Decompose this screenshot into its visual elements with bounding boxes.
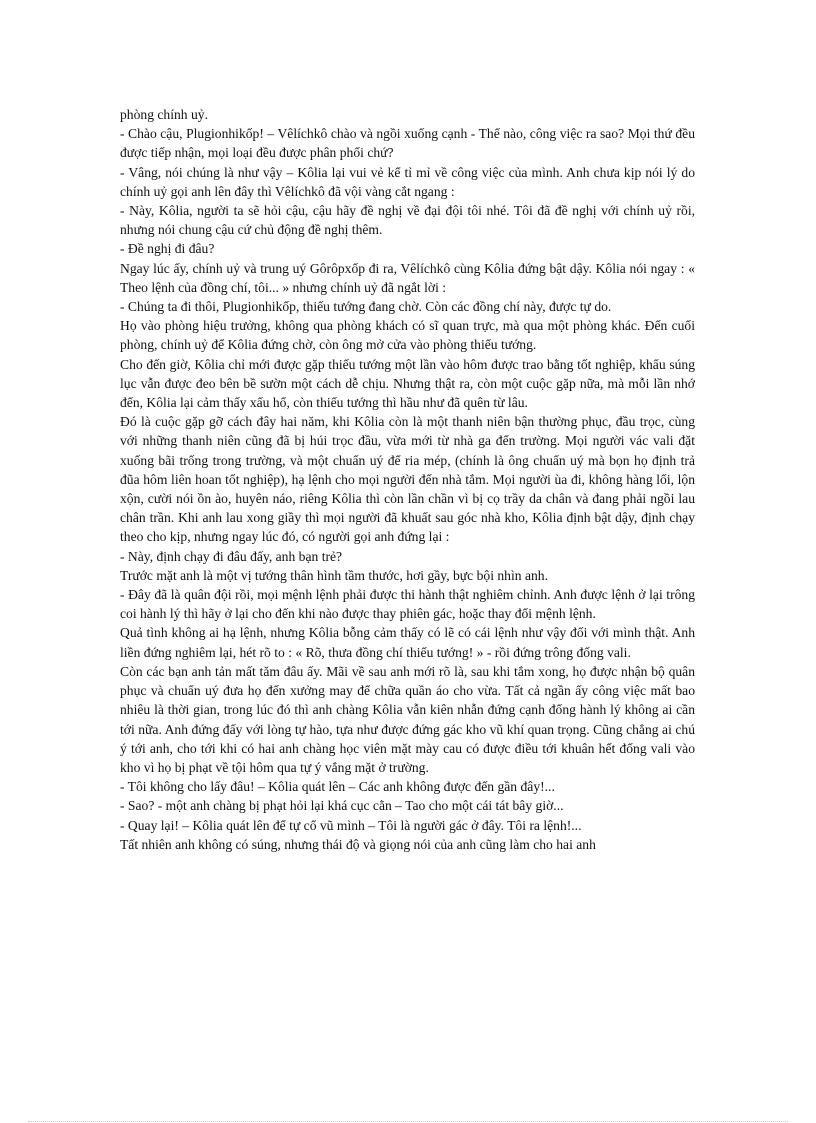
paragraph: Đó là cuộc gặp gỡ cách đây hai năm, khi Kôlia còn là một thanh niên bận thường phục, đầu trọc, cùng với những thanh niên cũng đã bị húi trọc đầu, vừa mới từ nhà ga đến trường. Mọi người vác vali đặt xuống bãi trống trong trường, và một chuẩn uý để ria mép, (chính là ông chuẩn uý mà bọn họ định trả đũa hôm liên hoan tốt nghiệp), hạ lệnh cho mọi người đến nhà tắm. Mọi người ùa đi, không hàng lối, lộn xộn, cười nói ồn ào, huyên náo, riêng Kôlia thì còn lần chần vì bị cọ trầy da chân và đang phải ngồi lau chân trần. Khi anh lau xong giầy thì mọi người đã khuất sau góc nhà kho, Kôlia định bật dậy, định chạy theo cho kịp, nhưng ngay lúc đó, có người gọi anh đứng lại : [120, 414, 695, 545]
paragraph: - Tôi không cho lấy đâu! – Kôlia quát lên – Các anh không được đến gần đây!... [120, 779, 555, 795]
paragraph: - Này, Kôlia, người ta sẽ hỏi cậu, cậu hãy đề nghị về đại đội tôi nhé. Tôi đã đề nghị với chính uỷ rồi, nhưng nói chung cậu cứ chủ động đề nghị thêm. [120, 203, 695, 238]
paragraph: Họ vào phòng hiệu trưởng, không qua phòng khách có sĩ quan trực, mà qua một phòng khác. Đến cuối phòng, chính uỷ để Kôlia đứng chờ, còn ông mở cửa vào phòng thiếu tướng. [120, 318, 695, 353]
paragraph: - Sao? - một anh chàng bị phạt hỏi lại khá cục cằn – Tao cho một cái tát bây giờ... [120, 798, 564, 814]
paragraph: - Quay lại! – Kôlia quát lên để tự cổ vũ mình – Tôi là người gác ở đây. Tôi ra lệnh!... [120, 817, 582, 833]
page-bottom-rule [28, 1121, 788, 1122]
paragraph: Tất nhiên anh không có súng, nhưng thái độ và giọng nói của anh cũng làm cho hai anh [120, 836, 596, 852]
paragraph: - Chúng ta đi thôi, Plugionhikốp, thiếu tướng đang chờ. Còn các đồng chí này, được tự do. [120, 299, 612, 315]
paragraph: - Này, định chạy đi đâu đấy, anh bạn trẻ? [120, 548, 343, 564]
paragraph: Ngay lúc ấy, chính uỷ và trung uý Gôrôpxốp đi ra, Vêlíchkô cùng Kôlia đứng bật dậy. Kôlia nói ngay : « Theo lệnh của đồng chí, tôi... » nhưng chính uỷ đã ngắt lời : [120, 260, 695, 295]
paragraph: Còn các bạn anh tản mất tăm đâu ấy. Mãi về sau anh mới rõ là, sau khi tắm xong, họ được nhận bộ quân phục và chuẩn uý đưa họ đến xưởng may để chữa quần áo cho vừa. Tất cả ngần ấy công việc mất bao nhiêu là thời gian, trong lúc đó thì anh chàng Kôlia vẫn kiên nhẫn đứng cạnh đống hành lý không ai cần tới nữa. Anh đứng đấy với lòng tự hào, tựa như được đứng gác kho vũ khí quan trọng. Cũng chẳng ai chú ý tới anh, cho tới khi có hai anh chàng học viên mặt mày cau có được điều tới khuân hết đống vali vào kho vì họ bị phạt về tội hôm qua tự ý vắng mặt ở trường. [120, 663, 695, 775]
paragraph: phòng chính uỷ. [120, 107, 208, 122]
paragraph: - Vâng, nói chúng là như vậy – Kôlia lại vui vẻ kể tỉ mỉ về công việc của mình. Anh chưa kịp nói lý do chính uỷ gọi anh lên đây thì Vêlíchkô đã vội vàng cắt ngang : [120, 164, 695, 199]
paragraph: Cho đến giờ, Kôlia chỉ mới được gặp thiếu tướng một lần vào hôm được trao bằng tốt nghiệp, khẩu súng lục vẫn được đeo bên bề sườn một cách dễ chịu. Nhưng thật ra, còn một cuộc gặp nữa, mà mỗi lần nhớ đến, Kôlia lại cảm thấy xấu hổ, còn thiếu tướng thì hầu như đã quên từ lâu. [120, 356, 695, 411]
paragraph: - Đây đã là quân đội rồi, mọi mệnh lệnh phải được thi hành thật nghiêm chỉnh. Anh được lệnh ở lại trông coi hành lý thì hãy ở lại cho đến khi nào được thay phiên gác, hoặc thay đổi mệnh lệnh. [120, 587, 695, 622]
paragraph: - Đề nghị đi đâu? [120, 241, 215, 257]
paragraph: - Chào cậu, Plugionhikốp! – Vêlíchkô chào và ngồi xuống cạnh - Thế nào, công việc ra sao? Mọi thứ đều được tiếp nhận, mọi loại đều được phân phối chứ? [120, 126, 695, 161]
paragraph: Trước mặt anh là một vị tướng thân hình tầm thước, hơi gầy, bực bội nhìn anh. [120, 567, 548, 583]
document-body [120, 105, 695, 854]
paragraph: Quả tình không ai hạ lệnh, nhưng Kôlia bỗng cảm thấy có lẽ có cái lệnh như vậy đối với mình thật. Anh liền đứng nghiêm lại, hét rõ to : « Rõ, thưa đồng chí thiếu tướng! » - rồi đứng trông đống vali. [120, 625, 695, 660]
